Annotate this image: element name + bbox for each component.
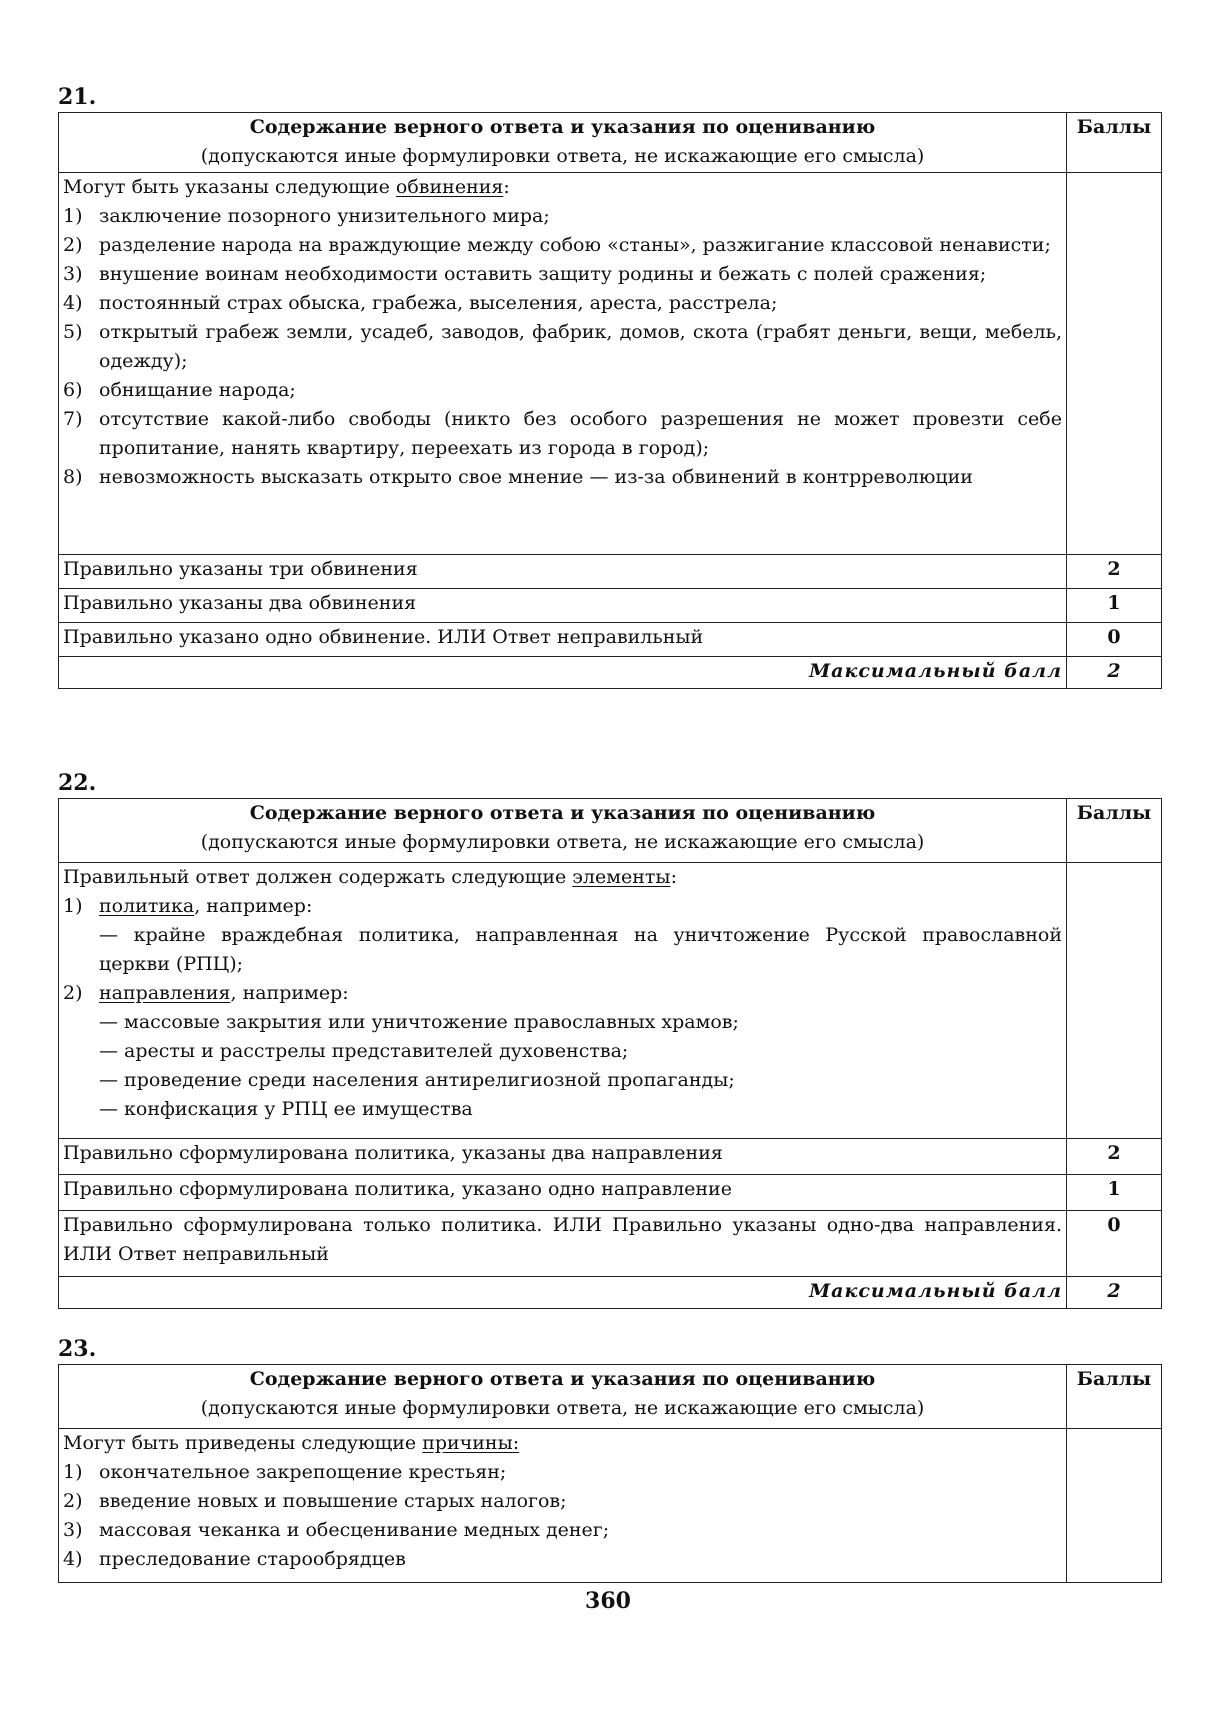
max-score-value: 2 (1067, 1277, 1162, 1309)
points-header: Баллы (1067, 113, 1162, 173)
criterion-score: 2 (1067, 1139, 1162, 1175)
sub-item: — аресты и расстрелы представителей духовенства; (99, 1040, 629, 1062)
table-header (59, 113, 1067, 173)
empty-score-cell (1067, 173, 1162, 555)
sub-item: — массовые закрытия или уничтожение православных храмов; (99, 1011, 739, 1033)
list-item: 8) невозможность высказать открыто свое мнение — из-за обвинений в контрреволюции (63, 466, 973, 488)
list-item: 1) заключение позорного унизительного мира; (63, 205, 550, 227)
answer-content (59, 173, 1067, 555)
max-score-label: Максимальный балл (59, 1277, 1067, 1309)
key-term: причины: (422, 1432, 520, 1454)
question-22-table (58, 798, 1162, 1309)
list-item: 5) открытый грабеж земли, усадеб, заводов, фабрик, домов, скота (грабят деньги, вещи, мебель, одежду); (63, 321, 1062, 372)
table-header (59, 1365, 1067, 1429)
key-term: элементы (572, 866, 671, 888)
list-item: 6) обнищание народа; (63, 379, 296, 401)
points-header: Баллы (1067, 1365, 1162, 1429)
question-21-number: 21. (58, 84, 97, 110)
question-22-number: 22. (58, 770, 97, 796)
criterion-score: 0 (1067, 623, 1162, 657)
criterion-text: Правильно сформулирована политика, указано одно направление (59, 1175, 1067, 1211)
question-23-table (58, 1364, 1162, 1583)
criterion-score: 0 (1067, 1211, 1162, 1277)
answer-content (59, 863, 1067, 1139)
criterion-text: Правильно указаны три обвинения (59, 555, 1067, 589)
criterion-text: Правильно указаны два обвинения (59, 589, 1067, 623)
max-score-value: 2 (1067, 657, 1162, 689)
empty-score-cell (1067, 1429, 1162, 1583)
key-term: политика (99, 895, 195, 917)
header-title: Содержание верного ответа и указания по оцениванию (249, 116, 876, 138)
answer-intro: Правильный ответ должен содержать следующие элементы: (63, 866, 677, 888)
answer-intro: Могут быть указаны следующие обвинения: (63, 176, 510, 198)
header-title: Содержание верного ответа и указания по оцениванию (249, 802, 876, 824)
header-subtitle: (допускаются иные формулировки ответа, не искажающие его смысла) (200, 1397, 925, 1419)
sub-item: — проведение среди населения антирелигиозной пропаганды; (99, 1069, 735, 1091)
list-item: 2) разделение народа на враждующие между собою «станы», разжигание классовой ненависти; (63, 234, 1051, 256)
empty-score-cell (1067, 863, 1162, 1139)
answer-intro: Могут быть приведены следующие причины: (63, 1432, 520, 1454)
criterion-score: 2 (1067, 555, 1162, 589)
question-21-table (58, 112, 1162, 689)
header-subtitle: (допускаются иные формулировки ответа, не искажающие его смысла) (200, 831, 925, 853)
header-title: Содержание верного ответа и указания по оцениванию (249, 1368, 876, 1390)
list-item: 2) направления, например: (63, 982, 349, 1004)
table-header (59, 799, 1067, 863)
key-term: направления (99, 982, 231, 1004)
question-23-number: 23. (58, 1336, 97, 1362)
criterion-text: Правильно указано одно обвинение. ИЛИ Ответ неправильный (59, 623, 1067, 657)
list-item: 2) введение новых и повышение старых налогов; (63, 1490, 567, 1512)
answer-content (59, 1429, 1067, 1583)
list-item: 1) окончательное закрепощение крестьян; (63, 1461, 507, 1483)
max-score-label: Максимальный балл (59, 657, 1067, 689)
list-item: 4) преследование старообрядцев (63, 1548, 406, 1570)
sub-item: — конфискация у РПЦ ее имущества (99, 1098, 473, 1120)
header-subtitle: (допускаются иные формулировки ответа, не искажающие его смысла) (200, 145, 925, 167)
page-number: 360 (585, 1588, 631, 1614)
key-term: обвинения (395, 176, 504, 198)
criterion-text: Правильно сформулирована только политика. ИЛИ Правильно указаны одно-два направления. ИЛИ Ответ неправильный (59, 1211, 1067, 1277)
list-item: 7) отсутствие какой-либо свободы (никто без особого разрешения не может провезти себе пропитание, нанять квартиру, переехать из города в город); (63, 408, 1062, 459)
criterion-score: 1 (1067, 1175, 1162, 1211)
criterion-score: 1 (1067, 589, 1162, 623)
list-item: 1) политика, например: (63, 895, 313, 917)
list-item: 3) массовая чеканка и обесценивание медных денег; (63, 1519, 610, 1541)
points-header: Баллы (1067, 799, 1162, 863)
list-item: 3) внушение воинам необходимости оставить защиту родины и бежать с полей сражения; (63, 263, 987, 285)
list-item: 4) постоянный страх обыска, грабежа, выселения, ареста, расстрела; (63, 292, 778, 314)
criterion-text: Правильно сформулирована политика, указаны два направления (59, 1139, 1067, 1175)
sub-item: — крайне враждебная политика, направленная на уничтожение Русской православной церкви (РПЦ); (99, 924, 1062, 975)
